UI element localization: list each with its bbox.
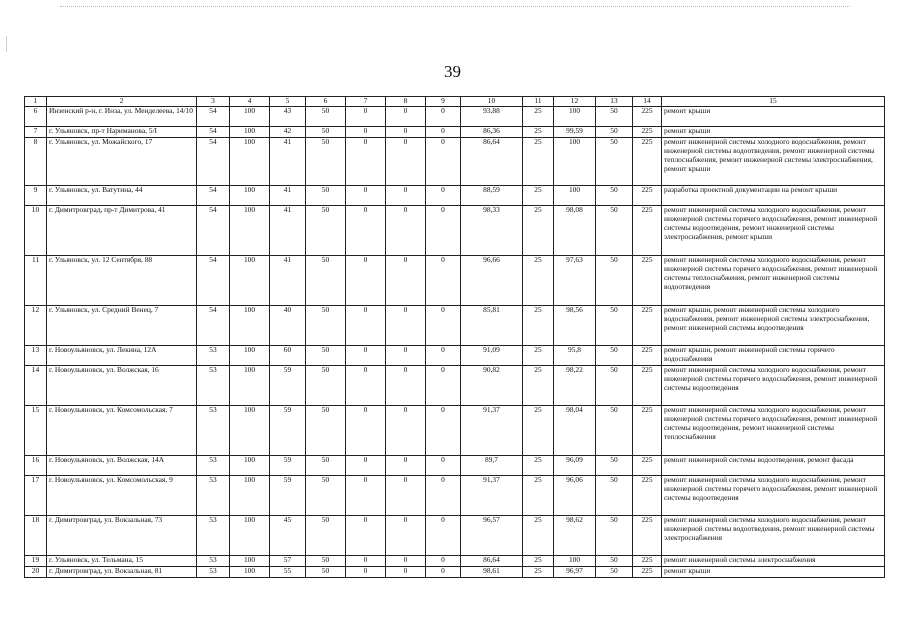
- value-cell: 50: [596, 186, 633, 206]
- value-cell: 41: [270, 186, 306, 206]
- value-cell: 90,82: [461, 366, 523, 406]
- value-cell: 0: [386, 127, 426, 138]
- value-cell: 25: [523, 127, 554, 138]
- table-header-row: [25, 97, 885, 107]
- value-cell: 86,64: [461, 556, 523, 567]
- value-cell: 0: [346, 138, 386, 186]
- value-cell: 25: [523, 567, 554, 578]
- value-cell: 54: [197, 107, 230, 127]
- value-cell: 50: [306, 567, 346, 578]
- value-cell: 0: [426, 346, 461, 366]
- page-number: 39: [444, 62, 461, 81]
- table-row: [25, 127, 885, 138]
- value-cell: 97,63: [554, 256, 596, 306]
- value-cell: 0: [346, 556, 386, 567]
- value-cell: 0: [386, 476, 426, 516]
- value-cell: 100: [230, 186, 270, 206]
- value-cell: 0: [426, 306, 461, 346]
- row-number-cell: 10: [25, 206, 47, 256]
- row-number-cell: 12: [25, 306, 47, 346]
- address-cell: г. Новоульяновск, ул. Волжская, 14А: [47, 456, 197, 476]
- value-cell: 50: [596, 476, 633, 516]
- value-cell: 0: [386, 107, 426, 127]
- value-cell: 50: [306, 138, 346, 186]
- value-cell: 0: [426, 366, 461, 406]
- value-cell: 25: [523, 107, 554, 127]
- value-cell: 100: [230, 138, 270, 186]
- table-row: [25, 366, 885, 406]
- works-cell: ремонт инженерной системы холодного водоснабжения, ремонт инженерной системы водоотведения, ремонт инженерной системы теплоснабжения, ремонт инженерной системы электроснабжения, ремонт крыши: [662, 138, 885, 186]
- value-cell: 41: [270, 256, 306, 306]
- value-cell: 54: [197, 186, 230, 206]
- column-header-1: 1: [25, 97, 47, 107]
- value-cell: 53: [197, 567, 230, 578]
- table-row: [25, 346, 885, 366]
- value-cell: 99,59: [554, 127, 596, 138]
- value-cell: 225: [633, 366, 662, 406]
- value-cell: 0: [426, 516, 461, 556]
- column-header-12: 12: [554, 97, 596, 107]
- column-header-10: 10: [461, 97, 523, 107]
- value-cell: 96,57: [461, 516, 523, 556]
- row-number-cell: 8: [25, 138, 47, 186]
- value-cell: 0: [386, 366, 426, 406]
- value-cell: 85,81: [461, 306, 523, 346]
- value-cell: 0: [346, 516, 386, 556]
- value-cell: 0: [346, 127, 386, 138]
- value-cell: 50: [596, 138, 633, 186]
- value-cell: 100: [230, 516, 270, 556]
- value-cell: 0: [386, 206, 426, 256]
- value-cell: 25: [523, 456, 554, 476]
- value-cell: 98,62: [554, 516, 596, 556]
- address-cell: г. Ульяновск, ул. Средний Венец, 7: [47, 306, 197, 346]
- value-cell: 40: [270, 306, 306, 346]
- value-cell: 95,8: [554, 346, 596, 366]
- address-cell: г. Ульяновск, ул. Тельмана, 15: [47, 556, 197, 567]
- value-cell: 0: [386, 516, 426, 556]
- table-row: [25, 256, 885, 306]
- value-cell: 0: [386, 556, 426, 567]
- value-cell: 45: [270, 516, 306, 556]
- row-number-cell: 6: [25, 107, 47, 127]
- value-cell: 50: [306, 107, 346, 127]
- value-cell: 0: [386, 256, 426, 306]
- value-cell: 50: [596, 206, 633, 256]
- value-cell: 0: [346, 366, 386, 406]
- value-cell: 0: [426, 476, 461, 516]
- value-cell: 50: [596, 406, 633, 456]
- works-cell: разработка проектной документации на ремонт крыши: [662, 186, 885, 206]
- value-cell: 0: [346, 456, 386, 476]
- value-cell: 53: [197, 366, 230, 406]
- value-cell: 0: [346, 206, 386, 256]
- value-cell: 59: [270, 456, 306, 476]
- value-cell: 50: [596, 567, 633, 578]
- value-cell: 0: [346, 256, 386, 306]
- scan-artifact-line: [60, 6, 850, 7]
- value-cell: 0: [386, 567, 426, 578]
- value-cell: 25: [523, 476, 554, 516]
- value-cell: 225: [633, 127, 662, 138]
- row-number-cell: 13: [25, 346, 47, 366]
- value-cell: 93,88: [461, 107, 523, 127]
- value-cell: 53: [197, 516, 230, 556]
- value-cell: 225: [633, 516, 662, 556]
- value-cell: 50: [306, 476, 346, 516]
- value-cell: 50: [306, 127, 346, 138]
- value-cell: 50: [306, 346, 346, 366]
- value-cell: 100: [230, 127, 270, 138]
- table-row: [25, 138, 885, 186]
- value-cell: 50: [596, 366, 633, 406]
- value-cell: 100: [554, 556, 596, 567]
- column-header-5: 5: [270, 97, 306, 107]
- value-cell: 25: [523, 366, 554, 406]
- table-row: [25, 206, 885, 256]
- value-cell: 91,09: [461, 346, 523, 366]
- value-cell: 225: [633, 206, 662, 256]
- value-cell: 225: [633, 406, 662, 456]
- value-cell: 100: [230, 256, 270, 306]
- value-cell: 0: [426, 138, 461, 186]
- row-number-cell: 20: [25, 567, 47, 578]
- value-cell: 100: [230, 306, 270, 346]
- table-row: [25, 406, 885, 456]
- table-body: [25, 107, 885, 578]
- works-cell: ремонт крыши: [662, 107, 885, 127]
- value-cell: 0: [426, 567, 461, 578]
- column-header-7: 7: [346, 97, 386, 107]
- value-cell: 54: [197, 138, 230, 186]
- address-cell: г. Ульяновск, ул. Можайского, 17: [47, 138, 197, 186]
- address-cell: г. Ульяновск, ул. Ватутина, 44: [47, 186, 197, 206]
- value-cell: 25: [523, 256, 554, 306]
- value-cell: 53: [197, 556, 230, 567]
- address-cell: г. Ульяновск, ул. 12 Сентября, 88: [47, 256, 197, 306]
- value-cell: 54: [197, 306, 230, 346]
- row-number-cell: 14: [25, 366, 47, 406]
- value-cell: 50: [306, 406, 346, 456]
- value-cell: 0: [386, 138, 426, 186]
- value-cell: 54: [197, 256, 230, 306]
- value-cell: 98,22: [554, 366, 596, 406]
- value-cell: 96,06: [554, 476, 596, 516]
- value-cell: 25: [523, 206, 554, 256]
- address-cell: г. Новоульяновск, ул. Лекина, 12А: [47, 346, 197, 366]
- value-cell: 53: [197, 346, 230, 366]
- column-header-15: 15: [662, 97, 885, 107]
- table-row: [25, 567, 885, 578]
- value-cell: 225: [633, 567, 662, 578]
- table-row: [25, 516, 885, 556]
- address-cell: г. Димитровград, ул. Вокзальная, 73: [47, 516, 197, 556]
- value-cell: 86,64: [461, 138, 523, 186]
- value-cell: 100: [230, 107, 270, 127]
- row-number-cell: 17: [25, 476, 47, 516]
- value-cell: 98,61: [461, 567, 523, 578]
- value-cell: 98,56: [554, 306, 596, 346]
- table-row: [25, 107, 885, 127]
- row-number-cell: 16: [25, 456, 47, 476]
- works-cell: ремонт инженерной системы холодного водоснабжения, ремонт инженерной системы горячего водоснабжения, ремонт инженерной системы водоотведения: [662, 366, 885, 406]
- value-cell: 225: [633, 556, 662, 567]
- value-cell: 100: [230, 206, 270, 256]
- value-cell: 96,66: [461, 256, 523, 306]
- value-cell: 100: [230, 567, 270, 578]
- address-cell: Инзенский р-н, г. Инза, ул. Менделеева, 14/10: [47, 107, 197, 127]
- value-cell: 0: [426, 107, 461, 127]
- value-cell: 55: [270, 567, 306, 578]
- value-cell: 25: [523, 186, 554, 206]
- value-cell: 25: [523, 306, 554, 346]
- value-cell: 25: [523, 138, 554, 186]
- value-cell: 0: [346, 186, 386, 206]
- address-cell: г. Ульяновск, пр-т Нариманова, 5/I: [47, 127, 197, 138]
- row-number-cell: 9: [25, 186, 47, 206]
- works-table: [24, 96, 885, 578]
- column-header-9: 9: [426, 97, 461, 107]
- address-cell: г. Димитровград, пр-т Димитрова, 41: [47, 206, 197, 256]
- value-cell: 225: [633, 346, 662, 366]
- table-row: [25, 456, 885, 476]
- value-cell: 0: [386, 186, 426, 206]
- value-cell: 225: [633, 107, 662, 127]
- value-cell: 54: [197, 206, 230, 256]
- value-cell: 96,97: [554, 567, 596, 578]
- value-cell: 50: [306, 256, 346, 306]
- value-cell: 50: [306, 456, 346, 476]
- value-cell: 100: [230, 346, 270, 366]
- value-cell: 100: [554, 138, 596, 186]
- works-cell: ремонт крыши, ремонт инженерной системы горячего водоснабжения: [662, 346, 885, 366]
- row-number-cell: 11: [25, 256, 47, 306]
- value-cell: 50: [596, 107, 633, 127]
- value-cell: 100: [230, 476, 270, 516]
- value-cell: 0: [386, 406, 426, 456]
- value-cell: 50: [306, 306, 346, 346]
- value-cell: 59: [270, 406, 306, 456]
- column-header-4: 4: [230, 97, 270, 107]
- works-cell: ремонт инженерной системы холодного водоснабжения, ремонт инженерной системы горячего водоснабжения, ремонт инженерной системы водоотведения, ремонт инженерной системы теплоснабжения: [662, 406, 885, 456]
- works-cell: ремонт инженерной системы холодного водоснабжения, ремонт инженерной системы горячего водоснабжения, ремонт инженерной системы теплоснабжения, ремонт инженерной системы водоотведения: [662, 256, 885, 306]
- value-cell: 225: [633, 186, 662, 206]
- column-header-13: 13: [596, 97, 633, 107]
- scan-artifact-mark: [6, 36, 7, 52]
- works-cell: ремонт крыши: [662, 567, 885, 578]
- value-cell: 50: [596, 456, 633, 476]
- table-row: [25, 186, 885, 206]
- value-cell: 98,04: [554, 406, 596, 456]
- value-cell: 0: [426, 406, 461, 456]
- value-cell: 86,36: [461, 127, 523, 138]
- value-cell: 89,7: [461, 456, 523, 476]
- value-cell: 41: [270, 206, 306, 256]
- value-cell: 225: [633, 256, 662, 306]
- address-cell: г. Новоульяновск, ул. Волжская, 16: [47, 366, 197, 406]
- value-cell: 50: [306, 366, 346, 406]
- value-cell: 0: [346, 476, 386, 516]
- value-cell: 50: [306, 516, 346, 556]
- value-cell: 50: [596, 127, 633, 138]
- table-row: [25, 556, 885, 567]
- value-cell: 53: [197, 476, 230, 516]
- value-cell: 60: [270, 346, 306, 366]
- value-cell: 50: [306, 186, 346, 206]
- value-cell: 41: [270, 138, 306, 186]
- value-cell: 0: [426, 256, 461, 306]
- value-cell: 0: [346, 346, 386, 366]
- works-cell: ремонт крыши: [662, 127, 885, 138]
- value-cell: 225: [633, 138, 662, 186]
- value-cell: 53: [197, 456, 230, 476]
- works-cell: ремонт инженерной системы водоотведения, ремонт фасада: [662, 456, 885, 476]
- value-cell: 50: [596, 306, 633, 346]
- value-cell: 96,09: [554, 456, 596, 476]
- works-cell: ремонт крыши, ремонт инженерной системы холодного водоснабжения, ремонт инженерной системы электроснабжения, ремонт инженерной системы водоотведения: [662, 306, 885, 346]
- row-number-cell: 7: [25, 127, 47, 138]
- value-cell: 0: [426, 456, 461, 476]
- value-cell: 0: [386, 346, 426, 366]
- value-cell: 50: [596, 256, 633, 306]
- works-cell: ремонт инженерной системы холодного водоснабжения, ремонт инженерной системы горячего водоснабжения, ремонт инженерной системы водоотведения, ремонт инженерной системы электроснабжения, ремонт крыши: [662, 206, 885, 256]
- value-cell: 42: [270, 127, 306, 138]
- value-cell: 0: [386, 306, 426, 346]
- column-header-2: 2: [47, 97, 197, 107]
- value-cell: 0: [426, 206, 461, 256]
- value-cell: 50: [306, 556, 346, 567]
- value-cell: 25: [523, 346, 554, 366]
- column-header-8: 8: [386, 97, 426, 107]
- value-cell: 0: [426, 127, 461, 138]
- value-cell: 59: [270, 476, 306, 516]
- value-cell: 57: [270, 556, 306, 567]
- value-cell: 100: [230, 366, 270, 406]
- value-cell: 100: [230, 556, 270, 567]
- value-cell: 0: [346, 567, 386, 578]
- value-cell: 54: [197, 127, 230, 138]
- table-row: [25, 476, 885, 516]
- works-cell: ремонт инженерной системы холодного водоснабжения, ремонт инженерной системы водоотведения, ремонт инженерной системы электроснабжения: [662, 516, 885, 556]
- value-cell: 43: [270, 107, 306, 127]
- value-cell: 225: [633, 476, 662, 516]
- table-row: [25, 306, 885, 346]
- value-cell: 98,08: [554, 206, 596, 256]
- value-cell: 91,37: [461, 476, 523, 516]
- row-number-cell: 15: [25, 406, 47, 456]
- value-cell: 98,33: [461, 206, 523, 256]
- column-header-14: 14: [633, 97, 662, 107]
- address-cell: г. Димитровград, ул. Вокзальная, 81: [47, 567, 197, 578]
- value-cell: 100: [230, 456, 270, 476]
- value-cell: 0: [346, 107, 386, 127]
- column-header-11: 11: [523, 97, 554, 107]
- value-cell: 25: [523, 406, 554, 456]
- value-cell: 25: [523, 556, 554, 567]
- value-cell: 50: [596, 346, 633, 366]
- row-number-cell: 18: [25, 516, 47, 556]
- column-header-6: 6: [306, 97, 346, 107]
- value-cell: 53: [197, 406, 230, 456]
- column-header-3: 3: [197, 97, 230, 107]
- value-cell: 50: [596, 516, 633, 556]
- value-cell: 50: [596, 556, 633, 567]
- works-cell: ремонт инженерной системы холодного водоснабжения, ремонт инженерной системы горячего водоснабжения, ремонт инженерной системы водоотведения: [662, 476, 885, 516]
- value-cell: 0: [346, 406, 386, 456]
- value-cell: 100: [554, 186, 596, 206]
- value-cell: 0: [426, 186, 461, 206]
- value-cell: 100: [230, 406, 270, 456]
- address-cell: г. Новоульяновск, ул. Комсомольская, 9: [47, 476, 197, 516]
- row-number-cell: 19: [25, 556, 47, 567]
- value-cell: 0: [346, 306, 386, 346]
- value-cell: 100: [554, 107, 596, 127]
- value-cell: 88,59: [461, 186, 523, 206]
- value-cell: 0: [426, 556, 461, 567]
- value-cell: 59: [270, 366, 306, 406]
- value-cell: 25: [523, 516, 554, 556]
- value-cell: 225: [633, 306, 662, 346]
- value-cell: 91,37: [461, 406, 523, 456]
- value-cell: 225: [633, 456, 662, 476]
- value-cell: 50: [306, 206, 346, 256]
- address-cell: г. Новоульяновск, ул. Комсомольская, 7: [47, 406, 197, 456]
- value-cell: 0: [386, 456, 426, 476]
- works-cell: ремонт инженерной системы электроснабжения: [662, 556, 885, 567]
